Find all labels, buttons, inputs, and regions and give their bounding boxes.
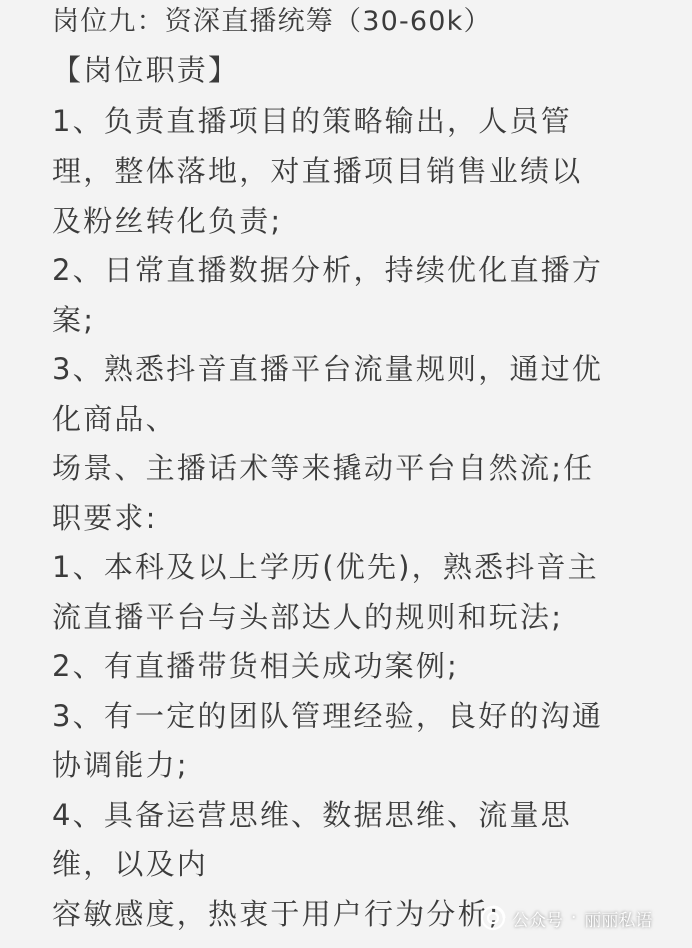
wechat-official-account-icon bbox=[480, 905, 506, 931]
text-line: 及粉丝转化负责; bbox=[52, 204, 283, 238]
wechat-watermark bbox=[480, 900, 652, 936]
watermark-prefix: 公众号 bbox=[512, 910, 563, 931]
text-line: 案; bbox=[52, 303, 96, 337]
text-line: 2、日常直播数据分析，持续优化直播方 bbox=[52, 253, 604, 287]
text-line: 3、有一定的团队管理经验，良好的沟通 bbox=[52, 699, 604, 733]
text-line: 2、有直播带货相关成功案例; bbox=[52, 649, 460, 683]
text-line: 化商品、 bbox=[52, 402, 177, 436]
text-line: 协调能力; bbox=[52, 748, 189, 782]
text-line: 流直播平台与头部达人的规则和玩法; bbox=[52, 600, 564, 634]
section-heading-responsibilities: 【岗位职责】 bbox=[52, 53, 240, 87]
text-line: 3、熟悉抖音直播平台流量规则，通过优 bbox=[52, 352, 604, 386]
text-line: 4、具备运营思维、数据思维、流量思 bbox=[52, 798, 572, 832]
watermark-separator: · bbox=[571, 908, 577, 928]
text-line: 理，整体落地，对直播项目销售业绩以 bbox=[52, 154, 583, 188]
text-line: 1、本科及以上学历(优先)，熟悉抖音主 bbox=[52, 550, 599, 584]
job-title: 岗位九：资深直播统筹（30-60k） bbox=[52, 6, 492, 37]
watermark-account-name: 丽丽私语 bbox=[584, 910, 653, 931]
text-line: 1、负责直播项目的策略输出，人员管 bbox=[52, 104, 572, 138]
text-line: 容敏感度，热衷于用户行为分析; bbox=[52, 897, 501, 931]
text-line: 职要求: bbox=[52, 501, 158, 535]
text-line: 场景、主播话术等来撬动平台自然流;任 bbox=[52, 451, 595, 485]
text-line: 维，以及内 bbox=[52, 847, 209, 881]
